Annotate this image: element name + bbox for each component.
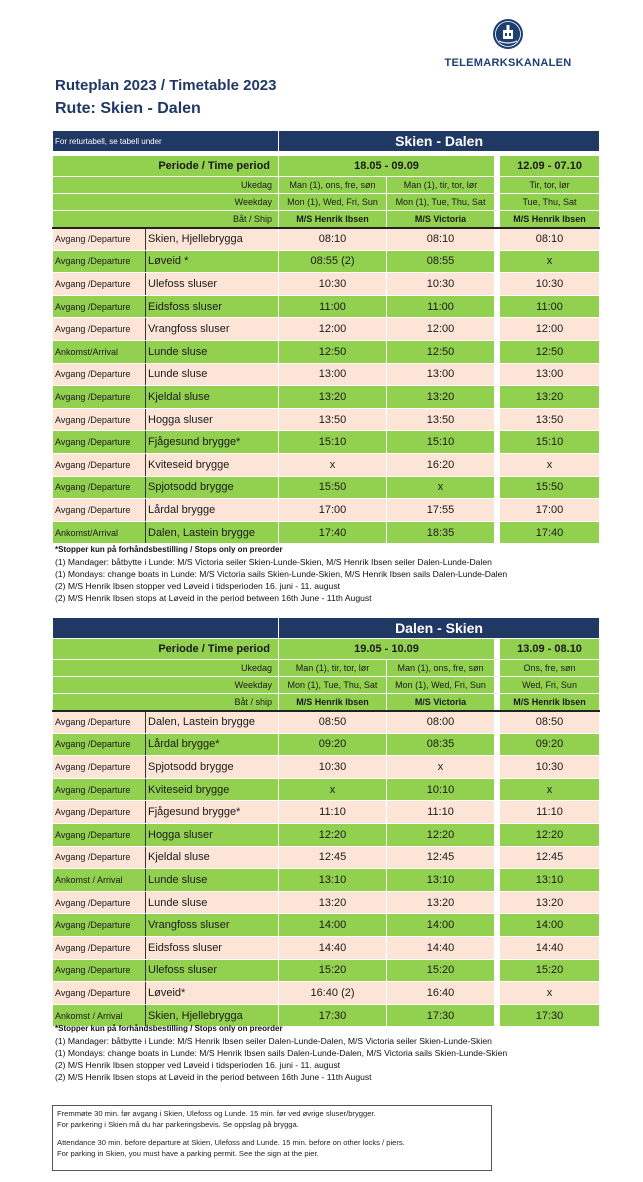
table-row (53, 936, 600, 959)
stop-time: 11:10 (500, 801, 600, 824)
stop-time: 08:50 (500, 711, 600, 734)
stop-time: x (500, 982, 600, 1005)
period-late: 13.09 - 08.10 (500, 639, 600, 660)
stop-time: 13:20 (500, 386, 600, 409)
stop-name: Hogga sluser (146, 408, 279, 431)
stop-time: 08:35 (387, 733, 495, 756)
stop-type: Avgang /Departure (53, 453, 146, 476)
stop-time: 13:20 (387, 386, 495, 409)
weekday-value: Mon (1), Wed, Fri, Sun (387, 677, 495, 694)
table-row (53, 476, 600, 499)
stop-name: Lunde sluse (146, 869, 279, 892)
table-title: Skien - Dalen (279, 131, 600, 152)
stop-type: Avgang /Departure (53, 891, 146, 914)
stop-time: 12:20 (387, 823, 495, 846)
stop-name: Fjågesund brygge* (146, 431, 279, 454)
brand-logo (433, 18, 583, 69)
stop-time: x (500, 250, 600, 273)
ship-name: M/S Henrik Ibsen (500, 211, 600, 228)
ship-name: M/S Henrik Ibsen (279, 211, 387, 228)
period-row (53, 156, 600, 177)
table-row (53, 733, 600, 756)
stop-time: 14:40 (500, 936, 600, 959)
table-row (53, 711, 600, 734)
note-line: *Stopper kun på forhåndsbestilling / Stops only on preorder (55, 545, 283, 554)
ukedag-value: Man (1), ons, fre, søn (387, 660, 495, 677)
ukedag-value: Tir, tor, lør (500, 177, 600, 194)
weekday-value: Mon (1), Wed, Fri, Sun (279, 194, 387, 211)
stop-type: Avgang /Departure (53, 959, 146, 982)
ukedag-value: Ons, fre, søn (500, 660, 600, 677)
stop-type: Avgang /Departure (53, 386, 146, 409)
stop-time: 14:40 (387, 936, 495, 959)
table-row (53, 959, 600, 982)
table-row (53, 801, 600, 824)
stop-time: 13:20 (500, 891, 600, 914)
stop-time: 15:50 (279, 476, 387, 499)
stop-time: 14:00 (279, 914, 387, 937)
stop-time: 11:10 (279, 801, 387, 824)
stop-time: 15:10 (279, 431, 387, 454)
weekday-value: Wed, Fri, Sun (500, 677, 600, 694)
weekday-label: Weekday (53, 677, 279, 694)
stop-name: Eidsfoss sluser (146, 295, 279, 318)
stop-type: Avgang /Departure (53, 228, 146, 251)
stop-type: Ankomst/Arrival (53, 340, 146, 363)
stop-time: 12:20 (279, 823, 387, 846)
period-label: Periode / Time period (53, 639, 279, 660)
ship-name: M/S Henrik Ibsen (279, 694, 387, 711)
period-late: 12.09 - 07.10 (500, 156, 600, 177)
stop-name: Dalen, Lastein brygge (146, 711, 279, 734)
ship-name: M/S Henrik Ibsen (500, 694, 600, 711)
stop-time: 17:30 (279, 1004, 387, 1027)
stop-time: 10:30 (500, 273, 600, 296)
stop-time: 09:20 (500, 733, 600, 756)
table-row (53, 778, 600, 801)
ukedag-value: Man (1), tir, tor, lør (279, 660, 387, 677)
weekday-row (53, 194, 600, 211)
stop-type: Avgang /Departure (53, 250, 146, 273)
stop-name: Skien, Hjellebrygga (146, 1004, 279, 1027)
table-row (53, 363, 600, 386)
stop-time: 16:20 (387, 453, 495, 476)
stop-time: 11:00 (279, 295, 387, 318)
ukedag-row (53, 177, 600, 194)
stop-time: 13:50 (279, 408, 387, 431)
note-line: (2) M/S Henrik Ibsen stops at Løveid in the period between 16th June - 11th August (55, 1072, 372, 1082)
stop-type: Avgang /Departure (53, 733, 146, 756)
stop-type: Avgang /Departure (53, 476, 146, 499)
table-header (53, 131, 600, 152)
period-label: Periode / Time period (53, 156, 279, 177)
stop-type: Avgang /Departure (53, 499, 146, 522)
stop-time: 08:55 (2) (279, 250, 387, 273)
note-line: (1) Mandager: båtbytte i Lunde: M/S Victoria seiler Skien-Lunde-Skien, M/S Henrik Ibsen seiler Dalen-Lunde-Dalen (55, 557, 492, 567)
table-row (53, 891, 600, 914)
stop-type: Avgang /Departure (53, 273, 146, 296)
stop-type: Ankomst/Arrival (53, 521, 146, 544)
emblem-icon (492, 18, 524, 50)
stop-name: Spjotsodd brygge (146, 756, 279, 779)
stop-type: Avgang /Departure (53, 711, 146, 734)
table-row (53, 869, 600, 892)
table-row (53, 295, 600, 318)
stop-time: 13:10 (500, 869, 600, 892)
table-row (53, 846, 600, 869)
info-line: Fremmøte 30 min. før avgang i Skien, Ulefoss og Lunde. 15 min. før ved øvrige sluser/brygger. (57, 1109, 376, 1118)
table-row (53, 453, 600, 476)
stop-type: Avgang /Departure (53, 363, 146, 386)
stop-time: 14:00 (387, 914, 495, 937)
stop-time: 13:10 (279, 869, 387, 892)
stop-name: Lunde sluse (146, 891, 279, 914)
stop-name: Ulefoss sluser (146, 273, 279, 296)
weekday-value: Tue, Thu, Sat (500, 194, 600, 211)
info-line: Attendance 30 min. before departure at Skien, Ulefoss and Lunde. 15 min. before on other locks / piers. (57, 1138, 405, 1147)
stop-time: 13:20 (387, 891, 495, 914)
period-row (53, 639, 600, 660)
stop-type: Avgang /Departure (53, 318, 146, 341)
notes-skien-dalen (55, 544, 507, 604)
stop-time: 18:35 (387, 521, 495, 544)
stop-time: 08:55 (387, 250, 495, 273)
ship-label: Båt / Ship (53, 211, 279, 228)
stop-time: 13:00 (500, 363, 600, 386)
stop-name: Dalen, Lastein brygge (146, 521, 279, 544)
stop-time: 13:00 (387, 363, 495, 386)
stop-name: Lunde sluse (146, 363, 279, 386)
stop-time: 12:45 (279, 846, 387, 869)
table-row (53, 273, 600, 296)
return-table-note: For returtabell, se tabell under (53, 131, 279, 152)
stop-time: x (387, 756, 495, 779)
stop-time: 13:10 (387, 869, 495, 892)
note-line: *Stopper kun på forhåndsbestilling / Stops only on preorder (55, 1024, 283, 1033)
stop-type: Ankomst / Arrival (53, 1004, 146, 1027)
weekday-value: Mon (1), Tue, Thu, Sat (279, 677, 387, 694)
stop-time: 14:40 (279, 936, 387, 959)
stop-time: x (279, 453, 387, 476)
stop-time: 15:50 (500, 476, 600, 499)
table-row (53, 982, 600, 1005)
stop-name: Kjeldal sluse (146, 386, 279, 409)
note-line: (1) Mondays: change boats in Lunde: M/S Henrik Ibsen sails Dalen-Lunde-Dalen, M/S Victoria sails Skien-Lunde-Skien (55, 1048, 508, 1058)
ukedag-label: Ukedag (53, 177, 279, 194)
stop-time: 15:20 (387, 959, 495, 982)
stop-time: 12:20 (500, 823, 600, 846)
stop-name: Lårdal brygge* (146, 733, 279, 756)
stop-time: x (500, 453, 600, 476)
stop-time: 16:40 (387, 982, 495, 1005)
stop-time: 08:10 (387, 228, 495, 251)
table-row (53, 756, 600, 779)
table-row (53, 823, 600, 846)
stop-time: 12:00 (279, 318, 387, 341)
stop-type: Ankomst / Arrival (53, 869, 146, 892)
stop-name: Vrangfoss sluser (146, 914, 279, 937)
stop-time: 15:20 (279, 959, 387, 982)
stop-time: 12:45 (500, 846, 600, 869)
stop-time: 12:00 (500, 318, 600, 341)
stop-time: 17:30 (500, 1004, 600, 1027)
stop-name: Fjågesund brygge* (146, 801, 279, 824)
stop-name: Lårdal brygge (146, 499, 279, 522)
stop-time: 11:00 (500, 295, 600, 318)
stop-type: Avgang /Departure (53, 408, 146, 431)
weekday-label: Weekday (53, 194, 279, 211)
stop-name: Skien, Hjellebrygga (146, 228, 279, 251)
stop-time: 10:30 (279, 756, 387, 779)
stop-type: Avgang /Departure (53, 801, 146, 824)
stop-time: 17:00 (279, 499, 387, 522)
stop-name: Løveid* (146, 982, 279, 1005)
table-row (53, 521, 600, 544)
note-line: (2) M/S Henrik Ibsen stopper ved Løveid i tidsperioden 16. juni - 11. august (55, 1060, 341, 1070)
stop-time: 15:10 (387, 431, 495, 454)
table-row (53, 408, 600, 431)
stop-time: 08:10 (500, 228, 600, 251)
note-line: (2) M/S Henrik Ibsen stops at Løveid in the period between 16th June - 11th August (55, 593, 372, 603)
stop-time: 12:50 (500, 340, 600, 363)
brand-name: TELEMARKSKANALEN (444, 57, 572, 69)
stop-name: Hogga sluser (146, 823, 279, 846)
stop-time: 13:00 (279, 363, 387, 386)
table-header (53, 618, 600, 639)
ukedag-row (53, 660, 600, 677)
stop-time: 17:40 (500, 521, 600, 544)
stop-time: 17:55 (387, 499, 495, 522)
table-row (53, 318, 600, 341)
stop-time: 13:20 (279, 891, 387, 914)
stop-time: 13:20 (279, 386, 387, 409)
stop-time: 10:30 (500, 756, 600, 779)
stop-time: 15:10 (500, 431, 600, 454)
stop-name: Kviteseid brygge (146, 453, 279, 476)
timetable-dalen-skien (52, 617, 600, 1027)
table-row (53, 914, 600, 937)
attendance-info-box (52, 1105, 492, 1171)
page-title: Ruteplan 2023 / Timetable 2023 (55, 77, 277, 94)
stop-time: 14:00 (500, 914, 600, 937)
timetable-skien-dalen (52, 130, 600, 544)
stop-type: Avgang /Departure (53, 431, 146, 454)
stop-time: 10:30 (279, 273, 387, 296)
stop-time: 11:10 (387, 801, 495, 824)
stop-type: Avgang /Departure (53, 823, 146, 846)
stop-name: Løveid * (146, 250, 279, 273)
stop-name: Spjotsodd brygge (146, 476, 279, 499)
stop-type: Avgang /Departure (53, 936, 146, 959)
stop-time: 13:50 (387, 408, 495, 431)
stop-type: Avgang /Departure (53, 756, 146, 779)
stop-type: Avgang /Departure (53, 914, 146, 937)
stop-time: 12:50 (387, 340, 495, 363)
stop-name: Vrangfoss sluser (146, 318, 279, 341)
stop-time: 08:00 (387, 711, 495, 734)
stop-time: x (279, 778, 387, 801)
info-line: For parking in Skien, you must have a parking permit. See the sign at the pier. (57, 1148, 319, 1158)
stop-time: 17:40 (279, 521, 387, 544)
stop-name: Ulefoss sluser (146, 959, 279, 982)
note-line: (1) Mandager: båtbytte i Lunde: M/S Henrik Ibsen seiler Dalen-Lunde-Dalen, M/S Victoria seiler Skien-Lunde-Skien (55, 1036, 492, 1046)
table-row (53, 386, 600, 409)
ship-row (53, 694, 600, 711)
stop-name: Kviteseid brygge (146, 778, 279, 801)
stop-time: 12:45 (387, 846, 495, 869)
stop-time: x (387, 476, 495, 499)
stop-time: 12:50 (279, 340, 387, 363)
weekday-value: Mon (1), Tue, Thu, Sat (387, 194, 495, 211)
stop-type: Avgang /Departure (53, 295, 146, 318)
stop-time: 09:20 (279, 733, 387, 756)
stop-type: Avgang /Departure (53, 778, 146, 801)
table-row (53, 250, 600, 273)
stop-time: 10:30 (387, 273, 495, 296)
ship-label: Båt / ship (53, 694, 279, 711)
ukedag-value: Man (1), ons, fre, søn (279, 177, 387, 194)
stop-name: Eidsfoss sluser (146, 936, 279, 959)
info-line: For parkering i Skien må du har parkeringsbevis. Se oppslag på brygga. (57, 1119, 299, 1129)
ship-name: M/S Victoria (387, 694, 495, 711)
stop-time: 11:00 (387, 295, 495, 318)
ship-name: M/S Victoria (387, 211, 495, 228)
stop-time: 17:30 (387, 1004, 495, 1027)
stop-time: 15:20 (500, 959, 600, 982)
stop-type: Avgang /Departure (53, 846, 146, 869)
table-row (53, 499, 600, 522)
stop-type: Avgang /Departure (53, 982, 146, 1005)
note-line: (1) Mondays: change boats in Lunde: M/S Victoria sails Skien-Lunde-Skien, M/S Henrik Ibsen sails Dalen-Lunde-Dalen (55, 569, 508, 579)
table-row (53, 340, 600, 363)
stop-time: 10:10 (387, 778, 495, 801)
stop-time: 17:00 (500, 499, 600, 522)
note-line: (2) M/S Henrik Ibsen stopper ved Løveid i tidsperioden 16. juni - 11. august (55, 581, 341, 591)
stop-time: 12:00 (387, 318, 495, 341)
ship-row (53, 211, 600, 228)
stop-name: Kjeldal sluse (146, 846, 279, 869)
stop-time: 16:40 (2) (279, 982, 387, 1005)
stop-name: Lunde sluse (146, 340, 279, 363)
ukedag-value: Man (1), tir, tor, lør (387, 177, 495, 194)
period-main: 19.05 - 10.09 (279, 639, 495, 660)
stop-time: 08:50 (279, 711, 387, 734)
ukedag-label: Ukedag (53, 660, 279, 677)
route-title: Rute: Skien - Dalen (55, 100, 201, 117)
stop-time: 13:50 (500, 408, 600, 431)
stop-time: x (500, 778, 600, 801)
notes-dalen-skien (55, 1023, 507, 1083)
table-row (53, 228, 600, 251)
stop-time: 08:10 (279, 228, 387, 251)
weekday-row (53, 677, 600, 694)
table-row (53, 431, 600, 454)
table-title: Dalen - Skien (279, 618, 600, 639)
period-main: 18.05 - 09.09 (279, 156, 495, 177)
